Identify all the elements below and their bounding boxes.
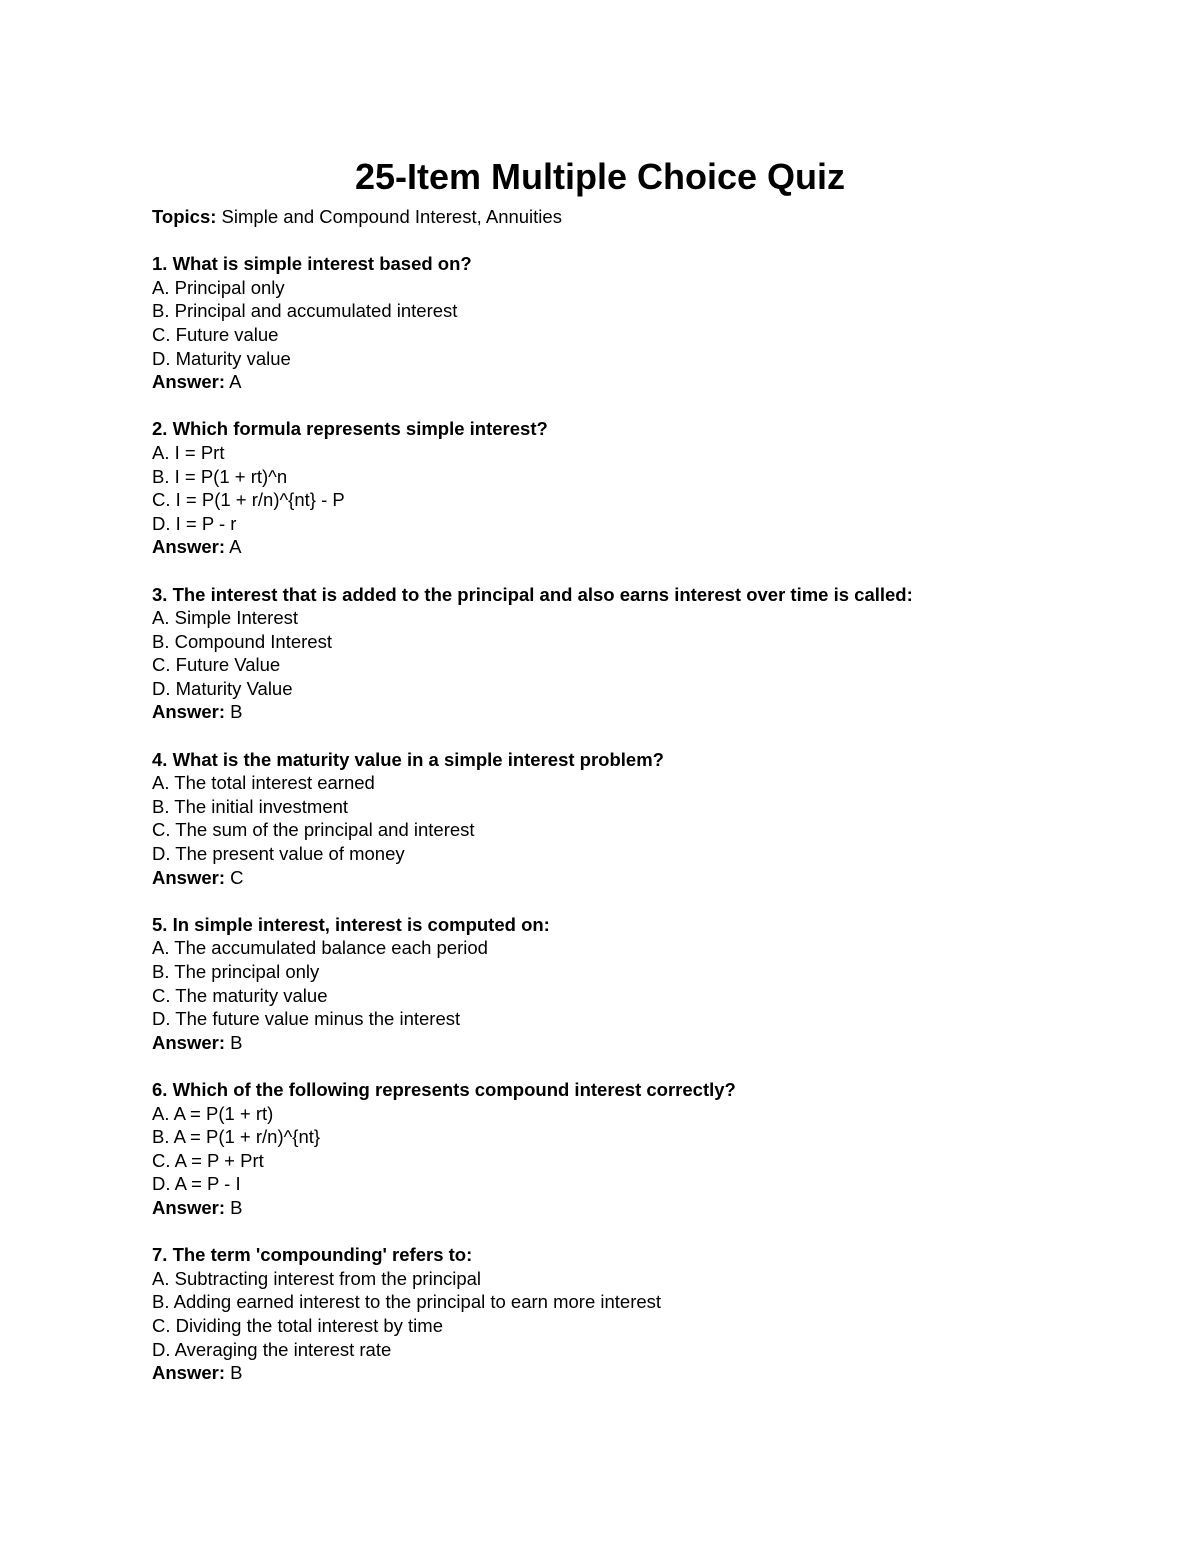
question-text: 6. Which of the following represents compound interest correctly? — [152, 1078, 736, 1100]
question-text: 4. What is the maturity value in a simple interest problem? — [152, 748, 664, 770]
question-item — [152, 583, 1112, 725]
answer-value: B — [225, 1031, 243, 1053]
option-b: B. Principal and accumulated interest — [152, 300, 458, 322]
topics-label: Topics: — [152, 206, 217, 227]
option-b: B. Adding earned interest to the principal to earn more interest — [152, 1291, 662, 1313]
option-c: C. I = P(1 + r/n)^{nt} - P — [152, 489, 345, 511]
option-b: B. The initial investment — [152, 795, 349, 817]
question-item — [152, 1078, 1112, 1220]
option-c: C. Dividing the total interest by time — [152, 1314, 443, 1336]
option-b: B. The principal only — [152, 961, 320, 982]
option-a: A. The accumulated balance each period — [152, 937, 488, 959]
answer-label: Answer: — [152, 1362, 225, 1384]
question-text: 2. Which formula represents simple interest? — [152, 418, 548, 440]
answer-label: Answer: — [152, 536, 225, 558]
option-d: D. The present value of money — [152, 843, 405, 865]
option-a: A. I = Prt — [152, 441, 225, 463]
answer-line — [152, 700, 1112, 724]
answer-value: C — [225, 866, 244, 888]
option-a: A. The total interest earned — [152, 772, 375, 794]
option-b: B. I = P(1 + rt)^n — [152, 465, 288, 487]
answer-label: Answer: — [152, 371, 225, 393]
question-item — [152, 252, 1112, 394]
option-b: B. A = P(1 + r/n)^{nt} — [152, 1126, 321, 1148]
answer-value: B — [225, 701, 243, 723]
option-c: C. The maturity value — [152, 984, 328, 1006]
option-a: A. Principal only — [152, 276, 285, 298]
question-text: 1. What is simple interest based on? — [152, 253, 472, 275]
page-title: 25-Item Multiple Choice Quiz — [354, 156, 846, 197]
option-c: C. Future Value — [152, 654, 281, 676]
option-d: D. Averaging the interest rate — [152, 1338, 392, 1360]
answer-value: A — [225, 536, 242, 558]
option-d: D. The future value minus the interest — [152, 1008, 461, 1030]
answer-line — [152, 370, 1112, 394]
answer-line — [152, 1361, 1112, 1385]
option-c: C. A = P + Prt — [152, 1149, 264, 1171]
question-item — [152, 748, 1112, 890]
question-item — [152, 913, 1112, 1055]
option-d: D. I = P - r — [152, 512, 237, 534]
option-c: C. The sum of the principal and interest — [152, 819, 475, 841]
answer-value: B — [225, 1362, 243, 1384]
question-text: 5. In simple interest, interest is computed on: — [152, 913, 550, 935]
answer-label: Answer: — [152, 701, 225, 723]
answer-value: B — [225, 1196, 243, 1218]
topics-value: Simple and Compound Interest, Annuities — [216, 206, 562, 227]
topics-line — [152, 205, 1112, 229]
answer-label: Answer: — [152, 1031, 225, 1053]
option-a: A. Subtracting interest from the principal — [152, 1267, 482, 1289]
quiz-content — [152, 205, 1112, 1408]
question-text: 7. The term 'compounding' refers to: — [152, 1244, 473, 1266]
answer-line — [152, 866, 1112, 890]
answer-line — [152, 535, 1112, 559]
answer-value: A — [225, 371, 242, 393]
answer-label: Answer: — [152, 1196, 225, 1218]
option-d: D. Maturity Value — [152, 677, 293, 699]
question-text: 3. The interest that is added to the principal and also earns interest over time is called: — [152, 583, 913, 605]
option-a: A. A = P(1 + rt) — [152, 1102, 274, 1124]
answer-line — [152, 1196, 1112, 1220]
option-b: B. Compound Interest — [152, 630, 332, 652]
option-a: A. Simple Interest — [152, 607, 299, 629]
question-item — [152, 417, 1112, 559]
question-item — [152, 1243, 1112, 1385]
option-d: D. Maturity value — [152, 347, 291, 369]
option-d: D. A = P - I — [152, 1173, 241, 1195]
answer-label: Answer: — [152, 866, 225, 888]
option-c: C. Future value — [152, 323, 279, 345]
answer-line — [152, 1031, 1112, 1055]
